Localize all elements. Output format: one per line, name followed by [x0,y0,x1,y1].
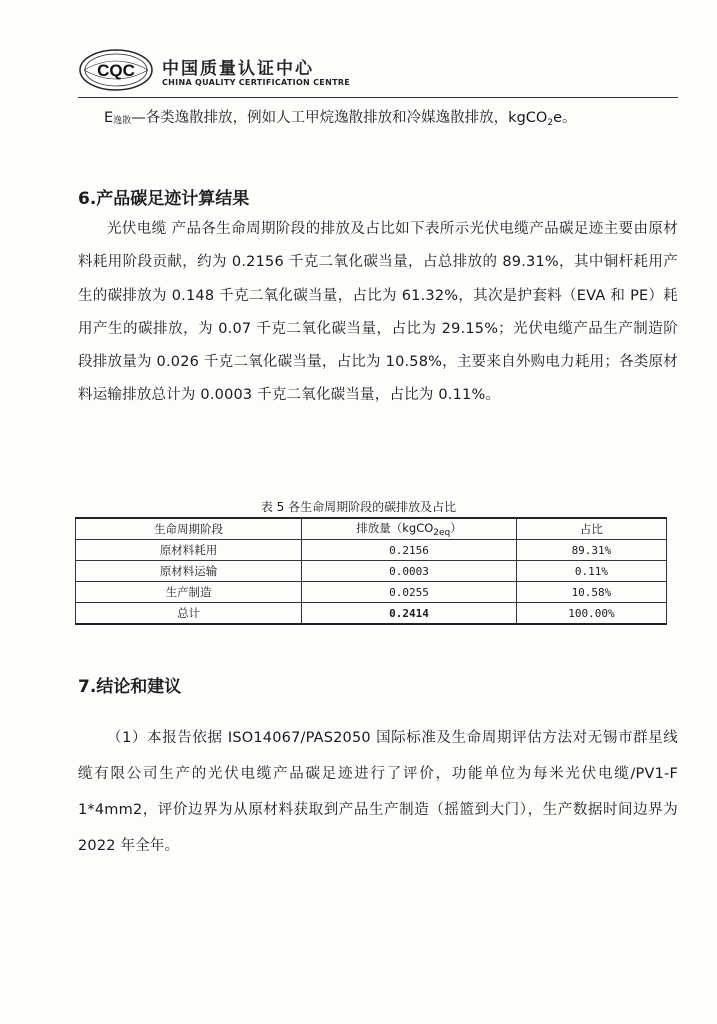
cell-emission: 0.2156 [302,540,517,561]
cell-share: 10.58% [516,582,666,603]
logo-text: CQC [97,61,135,80]
cell-stage: 原材料耗用 [76,540,302,561]
symbol-e: E [104,110,114,126]
table-caption: 表 5 各生命周期阶段的碳排放及占比 [260,500,457,514]
cell-stage: 总计 [76,603,302,625]
symbol-e-subscript: 逸散 [113,116,132,126]
definition-text: —各类逸散排放，例如人工甲烷逸散排放和冷媒逸散排放，kgCO [131,110,548,126]
definition-tail: e。 [553,110,577,126]
cqc-logo [78,48,154,92]
cell-emission: 0.2414 [302,603,517,625]
page-header [78,44,678,96]
header-stage: 生命周期阶段 [76,518,302,540]
table-header-row [76,518,667,540]
cell-stage: 原材料运输 [76,561,302,582]
cell-share: 89.31% [516,540,666,561]
section-7-paragraph: （1）本报告依据 ISO14067/PAS2050 国际标准及生命周期评估方法对无锡市群星线缆有限公司生产的光伏电缆产品碳足迹进行了评价，功能单位为每米光伏电缆/PV1-F 1*4mm2，评价边界为从原材料获取到产品生产制造（摇篮到大门），生产数据时间边界为 2022 年全年。 [78,730,678,854]
section-6-paragraph: 光伏电缆 产品各生命周期阶段的排放及占比如下表所示光伏电缆产品碳足迹主要由原材料耗用阶段贡献，约为 0.2156 千克二氧化碳当量，占总排放的 89.31%，其中铜杆耗用产生的碳排放为 0.148 千克二氧化碳当量，占比为 61.32%，其次是护套料（EVA 和 PE）耗用产生的碳排放，为 0.07 千克二氧化碳当量，占比为 29.15%；光伏电缆产品生产制造阶段排放量为 0.026 千克二氧化碳当量，占比为 10.58%，主要来自外购电力耗用；各类原材料运输排放总计为 0.0003 千克二氧化碳当量，占比为 0.11%。 [78,221,678,404]
table-row [76,582,667,603]
section-6-title: 6.产品碳足迹计算结果 [78,189,250,209]
org-name-en: CHINA QUALITY CERTIFICATION CENTRE [162,78,351,87]
co2-subscript: 2 [547,118,554,128]
table-row-total [76,603,667,625]
emission-definition-line [104,104,576,137]
cell-share: 100.00% [516,603,666,625]
table-row [76,540,667,561]
cell-stage: 生产制造 [76,582,302,603]
cell-emission: 0.0003 [302,561,517,582]
cell-share: 0.11% [516,561,666,582]
org-name-cn: 中国质量认证中心 [162,59,314,79]
section-7-title: 7.结论和建议 [78,677,182,697]
header-emission: 排放量（kgCO$_{2eq}$） [302,518,517,540]
table-row [76,561,667,582]
cell-emission: 0.0255 [302,582,517,603]
emissions-table [75,517,667,625]
header-share: 占比 [516,518,666,540]
header-divider [78,97,678,98]
